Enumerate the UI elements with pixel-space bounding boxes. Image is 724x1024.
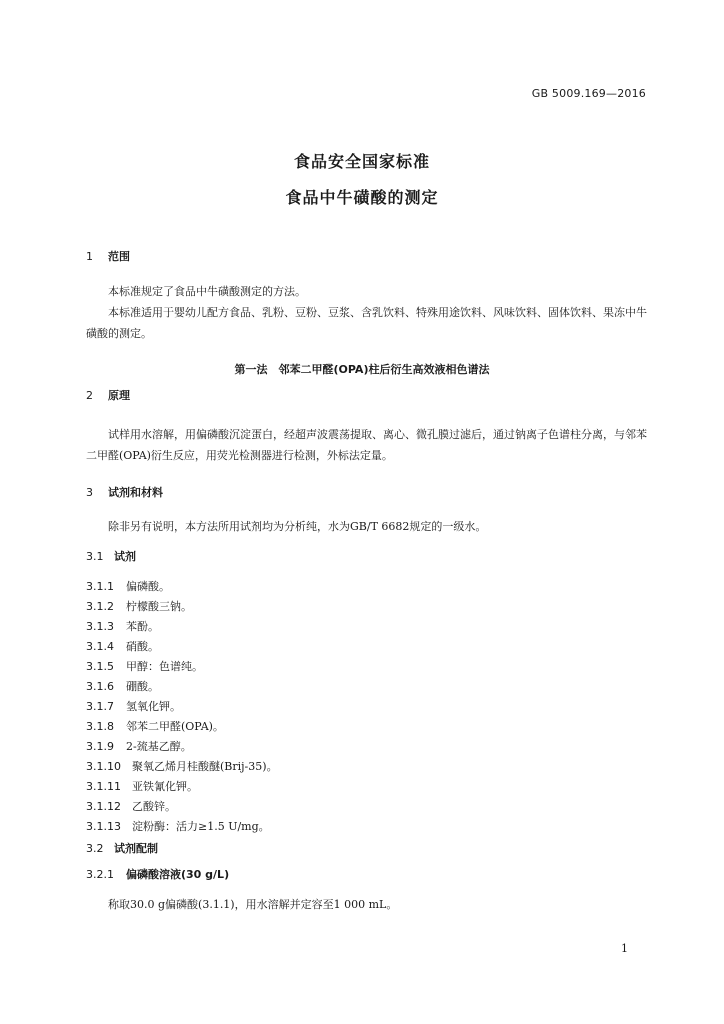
item-number: 3.1.8 bbox=[86, 720, 114, 733]
section-heading-principle bbox=[86, 387, 130, 403]
paragraph-text: 本标准规定了食品中牛磺酸测定的方法。 bbox=[108, 285, 306, 298]
paragraph bbox=[86, 424, 647, 466]
section-heading-scope bbox=[86, 248, 130, 264]
section-number: 1 bbox=[86, 250, 93, 263]
item-number: 3.1.6 bbox=[86, 680, 114, 693]
item-text: 2-巯基乙醇。 bbox=[126, 740, 192, 753]
item-number: 3.1.9 bbox=[86, 740, 114, 753]
subsubsection-heading bbox=[86, 866, 229, 882]
list-item bbox=[86, 798, 176, 814]
paragraph bbox=[86, 302, 647, 344]
item-text: 乙酸锌。 bbox=[132, 800, 176, 813]
list-item bbox=[86, 718, 224, 734]
item-text: 苯酚。 bbox=[126, 620, 159, 633]
item-number: 3.1.1 bbox=[86, 580, 114, 593]
list-item bbox=[86, 598, 192, 614]
list-item bbox=[86, 638, 159, 654]
section-title: 试剂和材料 bbox=[108, 486, 163, 499]
document-subtitle: 食品中牛磺酸的测定 bbox=[285, 188, 439, 207]
item-number: 3.1.10 bbox=[86, 760, 121, 773]
paragraph-text: 本标准适用于婴幼儿配方食品、乳粉、豆粉、豆浆、含乳饮料、特殊用途饮料、风味饮料、固体饮料、果冻中牛磺酸的测定。 bbox=[86, 306, 647, 340]
list-item bbox=[86, 758, 278, 774]
item-number: 3.1.4 bbox=[86, 640, 114, 653]
section-number: 3 bbox=[86, 486, 93, 499]
subsection-title: 试剂配制 bbox=[114, 842, 158, 855]
list-item bbox=[86, 678, 159, 694]
item-number: 3.1.11 bbox=[86, 780, 121, 793]
item-text: 聚氧乙烯月桂酸醚(Brij-35)。 bbox=[132, 760, 278, 773]
list-item bbox=[86, 778, 198, 794]
paragraph bbox=[86, 281, 647, 302]
subsection-heading-reagents bbox=[86, 548, 136, 564]
item-number: 3.1.12 bbox=[86, 800, 121, 813]
item-text: 氢氧化钾。 bbox=[126, 700, 181, 713]
list-item bbox=[86, 698, 181, 714]
list-item bbox=[86, 738, 192, 754]
section-number: 2 bbox=[86, 389, 93, 402]
document-title: 食品安全国家标准 bbox=[293, 152, 430, 171]
method-title: 第一法 邻苯二甲醛(OPA)柱后衍生高效液相色谱法 bbox=[234, 363, 490, 376]
item-text: 偏磷酸。 bbox=[126, 580, 170, 593]
item-text: 淀粉酶：活力≥1.5 U/mg。 bbox=[132, 820, 270, 833]
item-text: 邻苯二甲醛(OPA)。 bbox=[126, 720, 224, 733]
subsection-number: 3.2 bbox=[86, 842, 104, 855]
paragraph-text: 除非另有说明，本方法所用试剂均为分析纯，水为GB/T 6682规定的一级水。 bbox=[108, 520, 487, 533]
paragraph-text: 称取30.0 g偏磷酸(3.1.1)，用水溶解并定容至1 000 mL。 bbox=[108, 898, 398, 911]
list-item bbox=[86, 658, 203, 674]
item-text: 硝酸。 bbox=[126, 640, 159, 653]
item-text: 甲醇：色谱纯。 bbox=[126, 660, 203, 673]
subsubsection-title: 偏磷酸溶液(30 g/L) bbox=[126, 868, 230, 881]
page-number: 1 bbox=[621, 942, 628, 955]
section-title: 范围 bbox=[108, 250, 130, 263]
item-text: 亚铁氰化钾。 bbox=[132, 780, 198, 793]
item-number: 3.1.5 bbox=[86, 660, 114, 673]
section-heading-reagents-materials bbox=[86, 484, 163, 500]
subsection-title: 试剂 bbox=[114, 550, 136, 563]
section-title: 原理 bbox=[108, 389, 130, 402]
item-text: 柠檬酸三钠。 bbox=[126, 600, 192, 613]
list-item bbox=[86, 818, 270, 834]
list-item bbox=[86, 618, 159, 634]
list-item bbox=[86, 578, 170, 594]
paragraph bbox=[86, 516, 647, 537]
paragraph bbox=[86, 894, 647, 915]
paragraph-text: 试样用水溶解，用偏磷酸沉淀蛋白，经超声波震荡提取、离心、微孔膜过滤后，通过钠离子色谱柱分离，与邻苯二甲醛(OPA)衍生反应，用荧光检测器进行检测，外标法定量。 bbox=[86, 428, 647, 462]
item-number: 3.1.2 bbox=[86, 600, 114, 613]
item-text: 硼酸。 bbox=[126, 680, 159, 693]
item-number: 3.1.3 bbox=[86, 620, 114, 633]
subsubsection-number: 3.2.1 bbox=[86, 868, 114, 881]
subsection-heading-reagent-preparation bbox=[86, 840, 158, 856]
item-number: 3.1.13 bbox=[86, 820, 121, 833]
subsection-number: 3.1 bbox=[86, 550, 104, 563]
standard-code: GB 5009.169—2016 bbox=[531, 87, 646, 100]
item-number: 3.1.7 bbox=[86, 700, 114, 713]
